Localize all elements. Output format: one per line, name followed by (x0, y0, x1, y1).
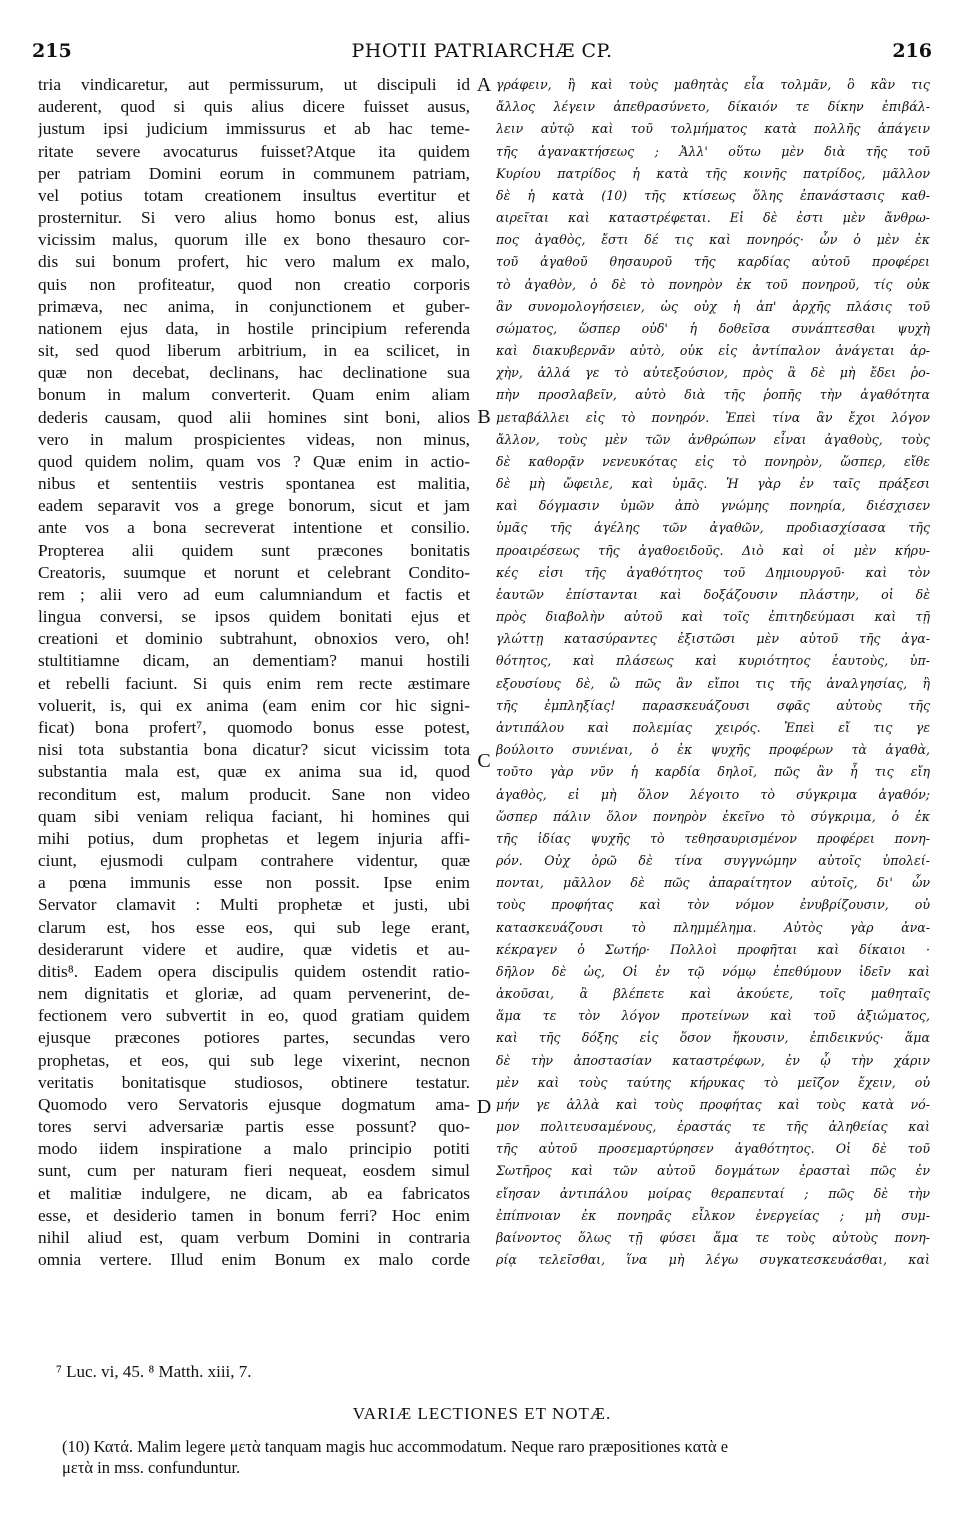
greek-text-line: θότητος, καὶ πλάσεως καὶ κυριότητος ἑαυτοὺς, ὑπ- (496, 653, 930, 669)
latin-text-line: quam sibi veniam reliqua faciant, hi homines qui (38, 806, 470, 826)
latin-text-line: tores servi adversariæ partis esse possunt? quo- (38, 1117, 470, 1137)
latin-text-line: fectionem vero subvertit in eo, quod gratiam quidem (38, 1006, 470, 1026)
latin-text-line: voluerit, is, qui ex anima (eam enim cor hic signi- (38, 695, 470, 715)
latin-text-line: prosternitur. Si vero alius homo bonus est, alius (38, 208, 470, 228)
greek-text-line: ἅμα τε τὸν λόγον προτείνων καὶ τοῦ ἀξιώματος, (496, 1008, 930, 1024)
greek-text-line: δὲ ἡ κατὰ (10) τῆς κτίσεως ὅλης ἐπανάστασις καθ- (496, 187, 930, 203)
greek-text-line: ἂν συνομολογήσειεν, ὡς οὐχ ἡ ἀπ' ἀρχῆς πλάσις τοῦ (496, 298, 930, 314)
greek-text-line: τῆς ἀγανακτήσεως ; Ἀλλ' οὕτω μὲν διὰ τῆς τοῦ (496, 143, 930, 159)
latin-text-line: creationi et dominio subtrahunt, obnoxios vero, oh! (38, 629, 470, 649)
latin-text-line: rem ; alii vero ad eum calumniandum et factis et (38, 584, 470, 604)
latin-text-line: a pœna immunis esse non possit. Ipse enim (38, 873, 470, 893)
latin-text-line: omnia vertere. Illud enim Bonum ex malo corde (38, 1250, 470, 1270)
latin-text-line: et rebelli faciunt. Si quis enim rem recte æstimare (38, 673, 470, 693)
greek-text-line: χὴν, ἀλλά γε τὸ αὐτεξούσιον, πρὸς ἃ δὲ μὴ ἔδει ῥο- (496, 365, 930, 381)
greek-text-line: τὸ ἀγαθὸν, ὁ δὲ τὸ πονηρὸν ἐκ τοῦ πονηροῦ, τίς οὐκ (496, 276, 930, 292)
greek-text-line: ἀγαθὸς, εἰ μὴ ὅλον λέγοιτο τὸ σύγκριμα ἀγαθόν; (496, 786, 930, 802)
greek-column (496, 74, 930, 1271)
latin-text-line: nisi tota substantia bona dicatur? sicut vicissim tota (38, 740, 470, 760)
greek-text-line: δὲ καθορᾷν νενευκότας εἰς τὸ πονηρὸν, ὥσπερ, εἴθε (496, 453, 930, 469)
greek-text-line: βούλοιτο συνιέναι, ὁ ἐκ ψυχῆς προφέρων τὰ ἀγαθὰ, (496, 742, 930, 758)
greek-text-line: προαιρέσεως τῆς ἀγαθοειδοῦς. Διὸ καὶ οἱ μὲν κήρυ- (496, 542, 930, 558)
greek-text-line: μὲν καὶ τοὺς ταύτης κήρυκας τὸ μεῖζον ἔχειν, οὐ (496, 1074, 930, 1090)
latin-text-line: dis sui bonum profert, hic vero malum ex malo, (38, 252, 470, 272)
latin-text-line: dederis causam, quod alii homines sint boni, alios (38, 407, 470, 427)
latin-text-line: nationem ejus data, in hostile principium referenda (38, 318, 470, 338)
greek-text-line: ἐπίπνοιαν ἐκ πονηρᾶς εἶλκον ἐνεργείας ; μὴ συμ- (496, 1207, 930, 1223)
greek-text-line: μον πολιτευσαμένους, ἐραστάς τε τῆς ἀληθείας καὶ (496, 1119, 930, 1135)
latin-text-line: eadem separavit vos a grege bonorum, sicut et jam (38, 496, 470, 516)
latin-text-line: Creatoris, suumque et norunt et celebrant Condito- (38, 562, 470, 582)
latin-text-line: bonum in malum converterit. Quam enim aliam (38, 385, 470, 405)
notes-heading: VARIÆ LECTIONES ET NOTÆ. (352, 1404, 612, 1423)
latin-text-line: sunt, cum per naturam fieri nequeat, eosdem simul (38, 1161, 470, 1181)
latin-text-line: ficat) bona profert⁷, quomodo bonus esse potest, (38, 717, 470, 737)
greek-text-line: ρίᾳ τελεῖσθαι, ἵνα μὴ λέγω συγκατεσκευάσθαι, καὶ (496, 1252, 930, 1268)
latin-column (38, 74, 470, 1271)
greek-text-line: γλώττῃ κατασύραντες ἐξιστῶσι μὲν αὐτοῦ τῆς ἀγα- (496, 631, 930, 647)
greek-text-line: ὥσπερ πάλιν ὅλον πονηρὸν ἐκεῖνο τὸ σύγκριμα, ὁ ἐκ (496, 808, 930, 824)
latin-text-line: substantia mala est, quæ ex anima sua id, quod (38, 762, 470, 782)
greek-text-line: πονται, μᾶλλον δὲ πῶς ἀπαραίτητον αὐτοῖς, δι' ὧν (496, 875, 930, 891)
latin-text-line: lingua conversi, se ipsos quidem bonitati ejus et (38, 607, 470, 627)
latin-text-line: vero in malum prospicientes videas, non minus, (38, 429, 470, 449)
latin-text-line: mihi potius, dum prophetas et legem injuria affi- (38, 828, 470, 848)
greek-text-line: ἄλλος λέγειν ἀπεθρασύνετο, δίκαιόν τε δίκην ἐπιβάλ- (496, 99, 930, 115)
greek-text-line: εἴησαν ἀντιπάλου μοίρας θεραπευταί ; πῶς δὲ τὴν (496, 1185, 930, 1201)
latin-text-line: auderent, quod si quis alius dicere fuisset ausus, (38, 97, 470, 117)
margin-marker-d: D (476, 1096, 492, 1118)
greek-text-line: καὶ διακυβερνᾶν αὐτὸ, οὐκ εἰς ἀντίπαλον ἀνάγεται ἀρ- (496, 343, 930, 359)
latin-text-line: quis non profiteatur, quod non creatio corporis (38, 274, 470, 294)
greek-text-line: τοῦ ἀγαθοῦ θησαυροῦ τῆς καρδίας αὐτοῦ προφέρει (496, 254, 930, 270)
page-header (32, 40, 932, 68)
greek-text-line: τοῦτο γὰρ νῦν ἡ καρδία δηλοῖ, πῶς ἂν ἦ τις εἴη (496, 764, 930, 780)
latin-text-line: et malitiæ indulgere, ne dicam, ab ea fabricatos (38, 1183, 470, 1203)
greek-text-line: πὴν προσλαβεῖν, αὐτὸ διὰ τῆς ῥοπῆς τὴν ἀγαθότητα (496, 387, 930, 403)
greek-text-line: ἄλλον, τοὺς μὲν τῶν ἀνθρώπων εἶναι ἀγαθοὺς, τοὺς (496, 431, 930, 447)
greek-text-line: ἀκοῦσαι, ἃ βλέπετε καὶ ἀκούετε, τοῖς μαθηταῖς (496, 986, 930, 1002)
greek-text-line: Σωτῆρος καὶ τῶν αὐτοῦ δογμάτων ἐρασταὶ πῶς ἐν (496, 1163, 930, 1179)
latin-text-line: ante vos a bona secreverat intentione et consilio. (38, 518, 470, 538)
greek-text-line: μεταβάλλει εἰς τὸ πονηρόν. Ἐπεὶ τίνα ἂν ἔχοι λόγον (496, 409, 930, 425)
latin-text-line: nibus et sententiis vestris spontanea est malitia, (38, 474, 470, 494)
latin-text-line: stultitiamne dicam, an dementiam? manui hostili (38, 651, 470, 671)
margin-marker-b: B (477, 406, 491, 428)
latin-text-line: per patriam Domini eorum in communem patriam, (38, 163, 470, 183)
greek-text-line: καὶ δόγμασιν ὑμῶν ἀπὸ γνώμης πονηρία, διέσχισεν (496, 498, 930, 514)
note-line: (10) Κατά. Malim legere μετὰ tanquam magis huc accommodatum. Neque raro præpositiones κατὰ e (62, 1437, 729, 1456)
greek-text-line: ὑμᾶς τῆς ἀγέλης τῶν ἀγαθῶν, προδιασχίσασα τῆς (496, 520, 930, 536)
greek-text-line: δὲ τὴν ἀποστασίαν καταστρέφων, ἐν ᾧ τὴν χάριν (496, 1052, 930, 1068)
latin-text-line: ciunt, ejusmodi culpam contrahere videntur, quæ (38, 851, 470, 871)
latin-text-line: veritatis bonitatisque studiosos, obtinere testatur. (38, 1072, 470, 1092)
latin-text-line: nem dignitatis et gloriæ, ad quam pervenerint, de- (38, 984, 470, 1004)
latin-text-line: Servator clamavit : Multi prophetæ et justi, ubi (38, 895, 470, 915)
greek-text-line: πρὸς διαβολὴν αὐτοῦ καὶ τοῖς ἐπιτηδεύμασι καὶ τῇ (496, 609, 930, 625)
greek-text-line: ἑαυτῶν ἐπίστανται καὶ δοξάζουσιν πλάστην, οἱ δὲ (496, 586, 930, 602)
latin-text-line: Propterea alii quidem sunt præcones bonitatis (38, 540, 470, 560)
latin-text-line: justum ipsi judicium immissurus et ab hac teme- (38, 119, 470, 139)
latin-text-line: ditis⁸. Eadem opera discipulis quidem ostendit ratio- (38, 961, 470, 981)
latin-text-line: quæ non decebat, declinans, hac declinatione sua (38, 363, 470, 383)
greek-text-line: τοὺς προφήτας καὶ τὸν νόμον ἐνυβρίζουσιν, οὐ (496, 897, 930, 913)
notes-body (62, 1436, 934, 1478)
greek-text-line: γράφειν, ἢ καὶ τοὺς μαθητὰς εἶα τολμᾶν, ὃ κἂν τις (496, 77, 930, 92)
latin-text-line: sit, sed quod liberum arbitrium, in ea scilicet, in (38, 341, 470, 361)
greek-text-line: εξουσίους δὲ, ὢ πῶς ἂν εἴποι τις τῆς ἀναλγησίας, ἢ (496, 675, 930, 691)
latin-text-line: Quomodo vero Servatoris ejusque dogmatum ama- (38, 1094, 470, 1114)
greek-text-line: τῆς ἐμπληξίας! παρασκευάζουσι σφᾶς αὐτοὺς τῆς (496, 697, 930, 713)
latin-text-line: desiderarunt videre et audire, quæ videtis et au- (38, 939, 470, 959)
page-number-left: 215 (32, 40, 72, 62)
greek-text-line: δὲ μὴ ὤφειλε, καὶ ὑμᾶς. Ἡ γὰρ ἐν ταῖς πράξεσι (496, 476, 930, 492)
latin-text-line: prophetas, et eos, qui sub lege vixerint, necnon (38, 1050, 470, 1070)
greek-text-line: κέκραγεν ὁ Σωτήρ· Πολλοὶ προφῆται καὶ δίκαιοι · (496, 941, 930, 957)
greek-text-line: ρόν. Οὐχ ὁρῶ δὲ τίνα συγγνώμην αὐτοῖς ὑπολεί- (496, 853, 930, 869)
running-title: PHOTII PATRIARCHÆ CP. (351, 40, 613, 62)
latin-text-line: quod quidem nolim, quam vos ? Quæ enim in actio- (38, 451, 470, 471)
latin-text-line: tria vindicaretur, aut permissurum, ut discipuli id (38, 75, 470, 94)
latin-text-line: ritate severe avocaturus fuisset?Atque ita quidem (38, 141, 470, 161)
greek-text-line: καὶ τῆς δόξης εἰς ὅσον ἥκουσιν, ἐπιδεικνύς· ἅμα (496, 1030, 930, 1046)
greek-text-line: κές εἰσι τῆς ἀγαθότητος τοῦ Δημιουργοῦ· καὶ τὸν (496, 564, 930, 580)
footnotes: ⁷ Luc. vi, 45. ⁸ Matth. xiii, 7. (56, 1362, 252, 1381)
greek-text-line: μήν γε ἀλλὰ καὶ τοὺς προφήτας καὶ τοὺς κατὰ νό- (496, 1096, 930, 1112)
margin-marker-c: C (477, 750, 491, 772)
latin-text-line: clarum est, hos esse eos, qui sub lege erant, (38, 917, 470, 937)
latin-text-line: nihil aliud est, quam verbum Domini in contraria (38, 1227, 470, 1247)
greek-text-line: βαίνοντος ὅλως τῇ φύσει ἅμα τε τοὺς αὐτοὺς πονη- (496, 1229, 930, 1245)
greek-text-line: τῆς ἰδίας ψυχῆς τὸ τεθησαυρισμένον προφέρει πονη- (496, 830, 930, 846)
latin-text-line: primæva, nec anima, in conjunctionem et guber- (38, 296, 470, 316)
latin-text-line: esse, et desiderio tamen in bonum ferri? Hoc enim (38, 1205, 470, 1225)
margin-marker-a: A (476, 74, 492, 96)
greek-text-line: κατασκευάζουσι τὸ πλημμέλημα. Αὐτὸς γὰρ ἀνα- (496, 919, 930, 935)
greek-text-line: αιρεῖται καὶ καταστρέφεται. Εἰ δὲ ἐστι μὲν ἄνθρω- (496, 210, 930, 226)
latin-text-line: ejusque præcones potiores partes, secundas vero (38, 1028, 470, 1048)
greek-text-line: λειν αὐτῷ καὶ τοῦ τολμήματος κατὰ πολλῆς ἀπάγειν (496, 121, 930, 137)
greek-text-line: Κυρίου πατρίδος ἡ κατὰ τῆς κοινῆς πατρίδος, μᾶλλον (496, 165, 930, 181)
latin-text-line: vel potius totam creationem insultus evertitur et (38, 185, 470, 205)
latin-text-line: modo iidem inspiratione a malo principio potiti (38, 1139, 470, 1159)
greek-text-line: ἀντιπάλου καὶ πολεμίας χειρός. Ἐπεὶ εἴ τις γε (496, 719, 930, 735)
note-line: μετὰ in mss. confunduntur. (62, 1458, 241, 1477)
latin-text-line: reconditum est, malum producit. Sane non video (38, 784, 470, 804)
greek-text-line: τῆς αὐτοῦ προσεμαρτύρησεν ἀγαθότητος. Οἱ δὲ τοῦ (496, 1141, 930, 1157)
greek-text-line: δῆλον δὲ ὡς, Οἱ ἐν τῷ νόμῳ ἐπεθύμουν ἰδεῖν καὶ (496, 963, 930, 979)
greek-text-line: σώματος, ὥσπερ οὐδ' ἡ δοθεῖσα συνάπτεσθαι ψυχὴ (496, 320, 930, 336)
latin-text-line: vicissim malus, quorum ille ex bono thesauro cor- (38, 230, 470, 250)
page-number-right: 216 (892, 40, 932, 62)
greek-text-line: πος ἀγαθὸς, ἔστι δέ τις καὶ πονηρός· ὧν ὁ μὲν ἐκ (496, 232, 930, 248)
